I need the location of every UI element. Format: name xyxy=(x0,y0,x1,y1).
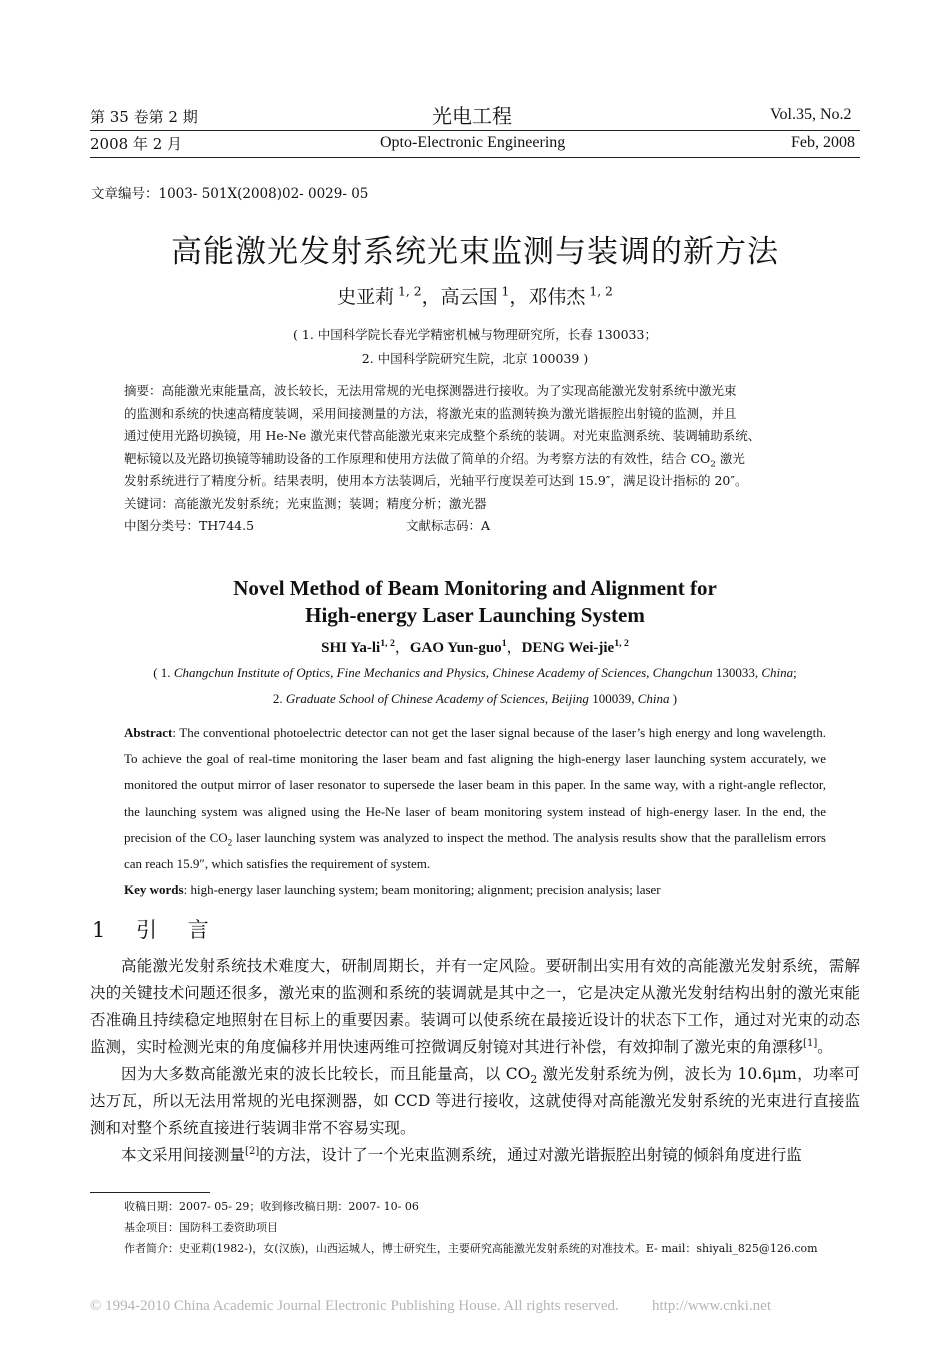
paragraph-3 xyxy=(90,1142,860,1169)
affiliation-en-1-institute: Changchun Institute of Optics, Fine Mechanics and Physics, Chinese Academy of Sciences, Changchun xyxy=(173,665,713,680)
affiliation-en-1-index: ( 1. xyxy=(153,665,174,680)
abstract-cn-line3: 通过使用光路切换镜，用 He-Ne 激光束代替高能激光束来完成整个系统的装调。对光束监测系统、装调辅助系统、 xyxy=(124,428,761,443)
journal-name-en: Opto-Electronic Engineering xyxy=(380,134,566,151)
footer-url[interactable]: http://www.cnki.net xyxy=(652,1298,772,1314)
abstract-cn-line4-tail: 激光 xyxy=(715,450,745,466)
abstract-cn-line2: 的监测和系统的快速高精度装调，采用间接测量的方法，将激光束的监测转换为激光谐振腔出射镜的监测，并且 xyxy=(124,405,737,421)
author-en-3-affil: 1, 2 xyxy=(614,638,629,649)
author-cn-1: 史亚莉 xyxy=(337,286,395,308)
affiliation-en-2-postcode: 100039, xyxy=(588,691,638,706)
paragraph-1 xyxy=(90,953,860,1061)
author-cn-2-affil: 1 xyxy=(497,284,510,299)
keywords-en xyxy=(124,877,826,903)
affiliation-en-1 xyxy=(0,665,950,681)
paragraph-1-text: 高能激光发射系统技术难度大，研制周期长，并有一定风险。要研制出实用有效的高能激光发射系统，需解决的关键技术问题还很多，激光束的监测和系统的装调就是其中之一，它是决定从激光发射结构出射的激光束能否准确且持续稳定地照射在目标上的重要因素。装调可以使系统在最接近设计的状态下工作，通过对光束的动态监测，实时检测光束的角度偏移并用快速两维可控微调反射镜对其进行补偿，有效抑制了激光束的角漂移 xyxy=(90,957,860,1056)
abstract-cn-line1: 摘要：高能激光束能量高，波长较长，无法用常规的光电探测器进行接收。为了实现高能激光发射系统中激光束 xyxy=(124,383,737,398)
header-rule-top xyxy=(90,130,860,131)
abstract-en-label: Abstract xyxy=(124,725,173,740)
separator: ， xyxy=(509,286,529,308)
volume-en: Vol.35, No.2 xyxy=(770,106,852,123)
author-en-2: GAO Yun-guo xyxy=(409,640,502,656)
volume-cn: 第 35 卷第 2 期 xyxy=(90,108,198,126)
author-cn-3-affil: 1, 2 xyxy=(585,284,613,299)
abstract-en xyxy=(124,720,826,903)
affiliation-en-2-end: ) xyxy=(669,691,678,706)
article-number: 文章编号：1003- 501X(2008)02- 0029- 05 xyxy=(91,186,369,202)
separator: ， xyxy=(421,286,441,308)
footnote-fund: 基金项目：国防科工委资助项目 xyxy=(124,1221,278,1234)
separator: ， xyxy=(506,640,522,656)
clc-number: 中图分类号：TH744.5 xyxy=(124,518,255,533)
authors-cn xyxy=(0,282,950,309)
citation[interactable]: [1] xyxy=(803,1037,818,1049)
abstract-cn-line4 xyxy=(124,448,745,471)
page-title-en-line2: High-energy Laser Launching System xyxy=(305,603,645,627)
copyright-notice: © 1994-2010 China Academic Journal Electronic Publishing House. All rights reserved. xyxy=(90,1298,619,1314)
author-en-1-affil: 1, 2 xyxy=(380,638,395,649)
document-code: 文献标志码：A xyxy=(406,518,491,533)
abstract-en-text: : The conventional photoelectric detector can not get the laser signal because of the laser’s high energy and long wavelength. To achieve the goal of real-time monitoring the laser beam and fast aligning the high-energy laser launching system accurately, we monitored the output mirror of laser resonator to supersede the laser beam in this paper. In the same way, with a right-angle reflector, the launching system was aligned using the He-Ne laser of beam monitoring system instead of high-energy laser. In the end, the precision of the CO xyxy=(124,725,826,845)
paragraph-1-end: 。 xyxy=(817,1038,833,1056)
affiliation-en-2-country: China xyxy=(637,691,670,706)
citation[interactable]: [2] xyxy=(245,1145,260,1157)
separator: ， xyxy=(394,640,410,656)
keywords-en-label: Key words xyxy=(124,882,184,898)
abstract-cn-line5: 发射系统进行了精度分析。结果表明，使用本方法装调后，光轴平行度误差可达到 15.9″，满足设计指标的 20″。 xyxy=(124,473,748,488)
affiliation-cn-1: ( 1. 中国科学院长春光学精密机械与物理研究所，长春 130033； xyxy=(293,327,657,342)
author-en-1: SHI Ya-li xyxy=(321,640,381,656)
affiliation-cn-2: 2. 中国科学院研究生院，北京 100039 ) xyxy=(361,351,589,366)
page-title-cn: 高能激光发射系统光束监测与装调的新方法 xyxy=(171,234,779,270)
affiliation-en-2 xyxy=(0,691,950,707)
footnote-received: 收稿日期：2007- 05- 29；收到修改稿日期：2007- 10- 06 xyxy=(124,1200,419,1213)
subscript: 2 xyxy=(710,459,716,469)
paragraph-3-tail: 的方法，设计了一个光束监测系统，通过对激光谐振腔出射镜的倾斜角度进行监 xyxy=(259,1146,802,1164)
paragraph-2 xyxy=(90,1061,860,1142)
abstract-en-text-tail: laser launching system was analyzed to inspect the method. The analysis results show that the parallelism errors can reach 15.9″, which satisfies the requirement of system. xyxy=(124,829,826,872)
affiliation-en-1-country: China xyxy=(761,665,794,680)
affiliation-en-1-postcode: 130033, xyxy=(712,665,762,680)
page-title-en-line1: Novel Method of Beam Monitoring and Alignment for xyxy=(233,576,717,600)
paragraph-3-text: 本文采用间接测量 xyxy=(121,1146,246,1164)
keywords-en-text: : high-energy laser launching system; beam monitoring; alignment; precision analysis; laser xyxy=(183,882,661,898)
subscript: 2 xyxy=(530,1073,538,1087)
affiliation-en-2-index: 2. xyxy=(272,691,286,706)
author-cn-1-affil: 1, 2 xyxy=(394,284,422,299)
author-cn-3: 邓伟杰 xyxy=(528,286,586,308)
paragraph-2-text: 因为大多数高能激光束的波长比较长，而且能量高，以 CO xyxy=(121,1065,531,1083)
keywords-cn: 关键词：高能激光发射系统；光束监测；装调；精度分析；激光器 xyxy=(124,495,487,511)
date-en: Feb, 2008 xyxy=(791,134,855,151)
section-heading: 1 引 言 xyxy=(92,918,221,942)
affiliation-en-1-end: ; xyxy=(793,665,797,680)
abstract-cn-line4-text: 靶标镜以及光路切换镜等辅助设备的工作原理和使用方法做了简单的介绍。为考察方法的有效性，结合 CO xyxy=(124,450,711,466)
abstract-en-paragraph xyxy=(124,720,826,877)
journal-name-cn: 光电工程 xyxy=(432,104,512,128)
author-cn-2: 高云国 xyxy=(440,286,498,308)
header-rule-bottom xyxy=(90,157,860,158)
affiliation-en-2-institute: Graduate School of Chinese Academy of Sciences, Beijing xyxy=(285,691,589,706)
author-en-3: DENG Wei-jie xyxy=(521,640,615,656)
date-cn: 2008 年 2 月 xyxy=(90,135,183,153)
subscript: 2 xyxy=(227,837,233,848)
section-body xyxy=(90,953,860,1169)
author-en-2-affil: 1 xyxy=(501,638,507,649)
footnote-author: 作者简介：史亚莉(1982-)，女(汉族)，山西运城人，博士研究生，主要研究高能激光发射系统的对准技术。E- mail：shiyali_825@126.com xyxy=(124,1242,818,1255)
paragraph-2-tail: 激光发射系统为例，波长为 10.6μm，功率可达万瓦，所以无法用常规的光电探测器，如 CCD 等进行接收，这就使得对高能激光发射系统的光束进行直接监测和对整个系统直接进行装调非常不容易实现。 xyxy=(90,1065,861,1137)
authors-en xyxy=(0,636,950,657)
footnote-rule xyxy=(90,1192,210,1193)
